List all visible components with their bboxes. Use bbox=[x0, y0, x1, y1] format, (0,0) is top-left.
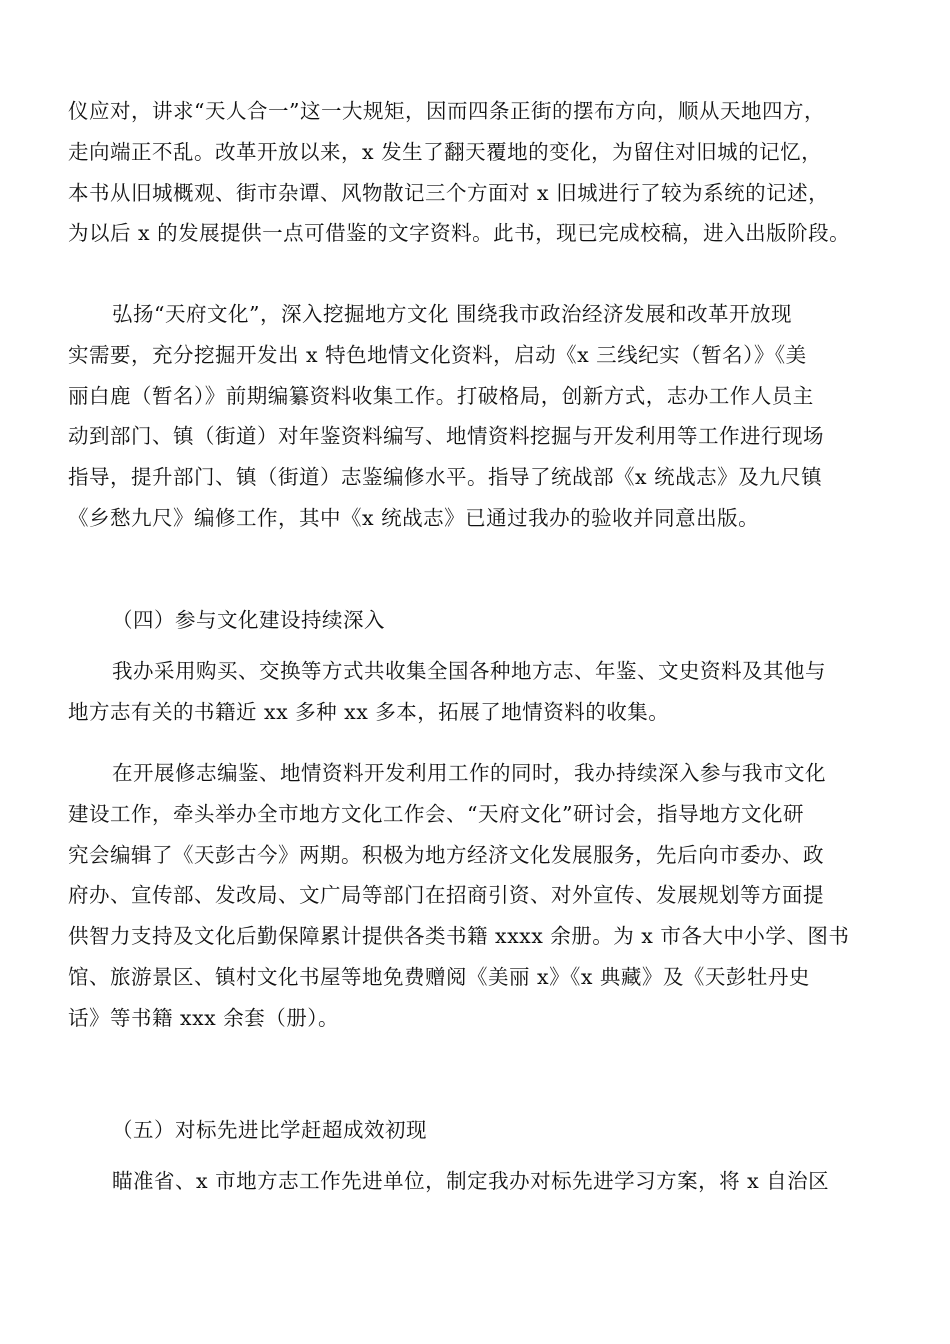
section-heading-5: （五）对标先进比学赶超成效初现 bbox=[112, 1118, 427, 1142]
section-heading-4: （四）参与文化建设持续深入 bbox=[112, 608, 385, 632]
text-line: 建设工作，牵头举办全市地方文化工作会、“天府文化”研讨会，指导地方文化研 bbox=[68, 801, 804, 826]
text-line: 供智力支持及文化后勤保障累计提供各类书籍 xxxx 余册。为 x 市各大中小学、图书 bbox=[68, 924, 850, 949]
text-line: 地方志有关的书籍近 xx 多种 xx 多本，拓展了地情资料的收集。 bbox=[68, 699, 670, 724]
text-line: 指导，提升部门、镇（街道）志鉴编修水平。指导了统战部《x 统战志》及九尺镇 bbox=[68, 465, 823, 490]
paragraph-tianfu-culture bbox=[68, 294, 888, 539]
text-line: 馆、旅游景区、镇村文化书屋等地免费赠阅《美丽 x》《x 典藏》及《天彭牡丹史 bbox=[68, 964, 810, 989]
text-line: 府办、宣传部、发改局、文广局等部门在招商引资、对外宣传、发展规划等方面提 bbox=[68, 883, 824, 908]
text-line: 在开展修志编鉴、地情资料开发利用工作的同时，我办持续深入参与我市文化 bbox=[112, 761, 826, 785]
text-line: 究会编辑了《天彭古今》两期。积极为地方经济文化发展服务，先后向市委办、政 bbox=[68, 842, 824, 867]
text-line: 我办采用购买、交换等方式共收集全国各种地方志、年鉴、文史资料及其他与 bbox=[112, 659, 826, 683]
text-line: 仪应对，讲求“天人合一”这一大规矩，因而四条正街的摆布方向，顺从天地四方， bbox=[68, 99, 825, 123]
text-line: 话》等书籍 xxx 余套（册）。 bbox=[68, 1005, 339, 1030]
text-line: 本书从旧城概观、街市杂谭、风物散记三个方面对 x 旧城进行了较为系统的记述， bbox=[68, 180, 830, 205]
paragraph-benchmarking bbox=[68, 1161, 888, 1202]
text-line: 瞄准省、x 市地方志工作先进单位，制定我办对标先进学习方案，将 x 自治区 bbox=[112, 1169, 830, 1193]
text-line: 实需要，充分挖掘开发出 x 特色地情文化资料，启动《x 三线纪实（暂名）》《美 bbox=[68, 342, 807, 367]
paragraph-collection bbox=[68, 651, 888, 733]
paragraph-cultural-construction bbox=[68, 753, 888, 1039]
paragraph-old-city-book bbox=[68, 91, 888, 254]
text-line: 弘扬“天府文化”，深入挖掘地方文化 围绕我市政治经济发展和改革开放现 bbox=[112, 302, 792, 326]
text-line: 《乡愁九尺》编修工作，其中《x 统战志》已通过我办的验收并同意出版。 bbox=[68, 505, 760, 530]
text-line: 走向端正不乱。改革开放以来，x 发生了翻天覆地的变化，为留住对旧城的记忆， bbox=[68, 139, 823, 164]
text-line: 为以后 x 的发展提供一点可借鉴的文字资料。此书，现已完成校稿，进入出版阶段。 bbox=[68, 221, 851, 246]
text-line: 动到部门、镇（街道）对年鉴资料编写、地情资料挖掘与开发利用等工作进行现场 bbox=[68, 424, 824, 449]
text-line: 丽白鹿（暂名）》前期编纂资料收集工作。打破格局，创新方式，志办工作人员主 bbox=[68, 383, 814, 408]
